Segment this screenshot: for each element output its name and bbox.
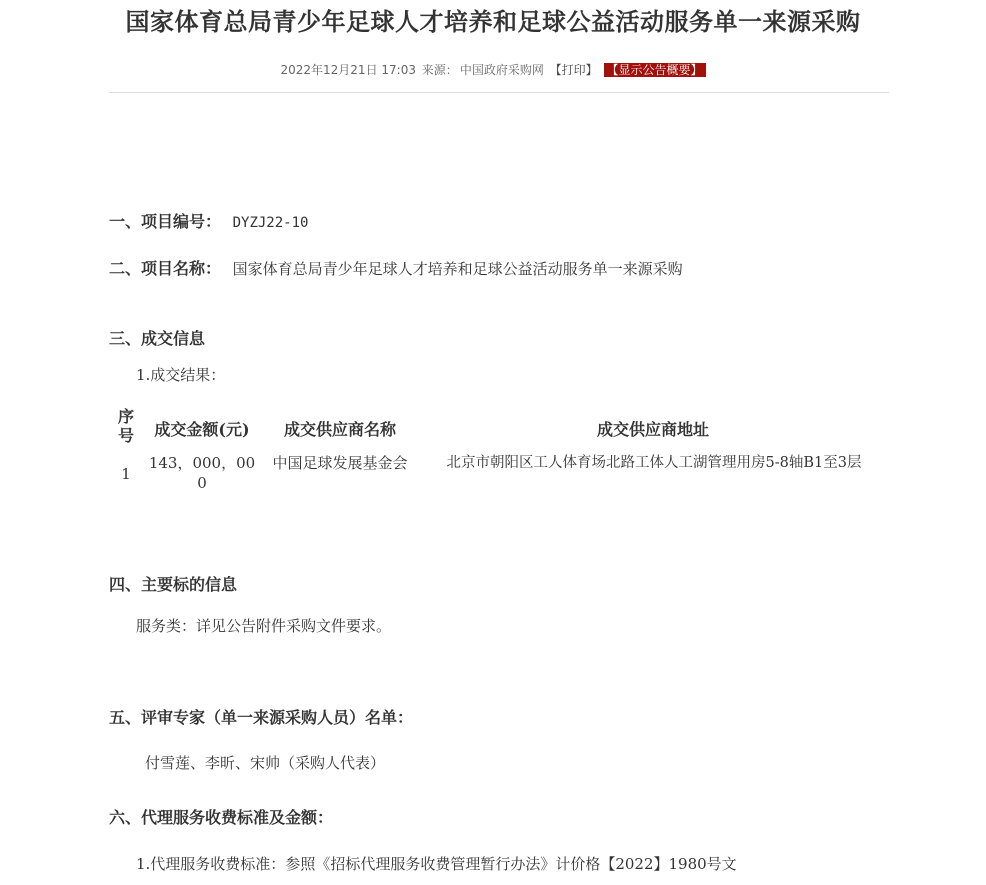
article-meta xyxy=(0,61,986,78)
project-number-value: DYZJ22-10 xyxy=(232,215,309,231)
publish-date: 2022年12月21日 17:03 xyxy=(280,63,416,77)
section-project-number xyxy=(109,209,308,232)
print-link[interactable]: 【打印】 xyxy=(549,63,598,77)
deal-result-label: 1.成交结果： xyxy=(136,366,226,384)
cell-amount: 143，000，000 xyxy=(148,454,256,492)
col-header-no: 序号 xyxy=(117,407,134,445)
main-target-text: 服务类：详见公告附件采购文件要求。 xyxy=(136,617,392,635)
section-heading: 二、项目名称： xyxy=(109,259,222,278)
agency-fee-text: 1.代理服务收费标准：参照《招标代理服务收费管理暂行办法》计价格【2022】1980号文 xyxy=(136,855,737,873)
section-main-target: 四、主要标的信息 xyxy=(109,575,238,594)
section-experts: 五、评审专家（单一来源采购人员）名单： xyxy=(109,708,414,727)
section-project-name xyxy=(109,256,683,279)
experts-text: 付雪莲、李昕、宋帅（采购人代表） xyxy=(145,754,386,772)
divider xyxy=(109,92,889,93)
cell-address: 北京市朝阳区工人体育场北路工体人工湖管理用房5-8轴B1至3层 xyxy=(446,455,862,471)
section-heading: 一、项目编号： xyxy=(109,212,222,231)
show-summary-button[interactable]: 【显示公告概要】 xyxy=(604,63,706,77)
section-deal-info: 三、成交信息 xyxy=(109,329,206,348)
source-name: 中国政府采购网 xyxy=(459,63,544,77)
cell-supplier: 中国足球发展基金会 xyxy=(272,454,408,472)
project-name-value: 国家体育总局青少年足球人才培养和足球公益活动服务单一来源采购 xyxy=(232,260,683,278)
col-header-address: 成交供应商地址 xyxy=(596,420,709,439)
col-header-supplier: 成交供应商名称 xyxy=(283,420,396,439)
source-label: 来源： xyxy=(421,63,458,77)
page-title: 国家体育总局青少年足球人才培养和足球公益活动服务单一来源采购 xyxy=(125,8,861,36)
cell-no: 1 xyxy=(121,465,131,483)
col-header-amount: 成交金额(元) xyxy=(154,420,250,439)
section-agency-fee: 六、代理服务收费标准及金额： xyxy=(109,808,334,827)
